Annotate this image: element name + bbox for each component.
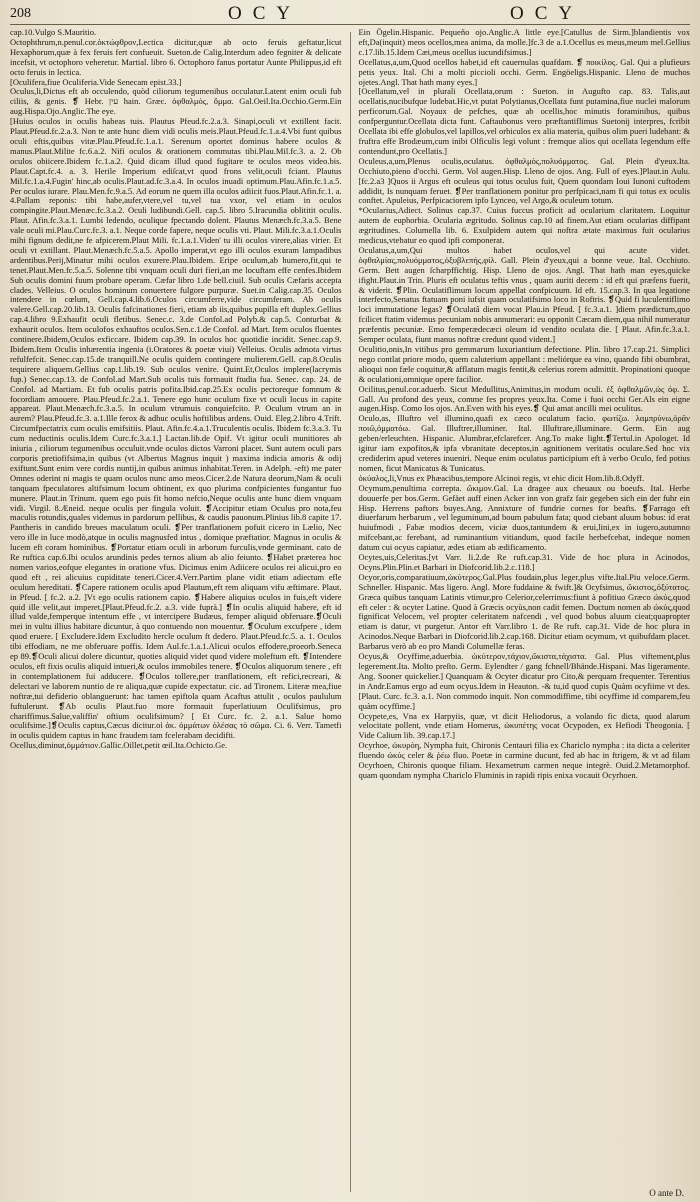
dictionary-entry: Oculo,as, Illuftro vel illumino,quafi ex cæco oculatum facio. φωτίζω. λαμπρύνω,ὁρᾶν ποιῶ,ὀμματόω. Gal. Illuftrer,illuminer. Ital. Illuftrare,illuminare. Germ. Ein aug geben/erleuchten. Hispanic. Alumbrar,efclarefcer. Ang.To make light.❡Tertul.in Apologet. Id igitur iam expofitos,& ipfa vbranitate deceptos,in agnitionem veritatis oculare.Sed hoc vix crediderim apud veteres inueniri. Neque enim oculatus participium eft à verbo Oculo, fed potius nomen, ficut Manicatus & Tunicatus. xyxy=(358,413,690,473)
running-headword-right: OCY xyxy=(510,3,584,24)
dictionary-entry: Ocyrhoe, ὠκυρόη, Nympha fuit, Chironis Centauri filia ex Chariclo nympha : ita dicta a celeriter fluendo ὠκύς celer & ῥέω fluo. Poetæ in carmine ducunt, fed ab hac in ftrigem, & vt ad filam Ocyrhoen, Chironis quoque filiam. Hexametrum carmen neque integrè. Ouid.2.Metamorphof. quam quondam nympha Chariclo Fluminis in rapidi ripis enixa vocauit Ocyrhoen. xyxy=(358,740,690,780)
dictionary-entry: Ocyor,oris,comparatiuum,ὠκύτερος.Gal.Plus foudain,plus leger,plus vifte.Ital.Piu veloce.Germ. Schneller. Hispanic. Mas ligero. Angl. More fuddaine & fwift.]& Ocyfsimus, ὤκιστος,ὀξύτατος. Græca quibus tanquam Latinis vtimur,pro Celerior,celerrimus:fiunt à pofitiuo Græco ὠκύς,quod eft celer : & ocyter Latine. Quod à Græcis ocyùs,non cadit femen. Ductum nomen ab ὠκύς,quod fignificat Velocem, vel propter celeritatem nafcendi , vel quod bobus aluum cieat;quapropter etiam is datur, vt purgetur. Antor eft Varr.libro 1. de Re ruft. cap.31. Vide de hoc plura in Acinodos.Neque Barbari in Diofcorid.lib.2.cap.168. Dicitur etiam ocymum, vt quibufdam placet. Barbarus verò ab eo pro Mandi Columellæ feras. xyxy=(358,571,690,652)
dictionary-entry: Oculatus,a,um,Qui multos habet oculos,vel qui acute videt. ὀφθαλμίας,πολυόμματος,ὀξυβλεπής,φίλ. Gall. Plein d'yeux,qui a bonne veue. Ital. Occhiuto. Germ. Bett augen ſcharpffichtig. Hisp. Lleno de ojos. Angl. That hath man eyes,quicke ifight.Plaut.in Trin. Pluris eft oculatus teftis vnus , quam auriti decem : id eft qui præfens fuerit, & viderit. ❡Plin. Oculatiflimum locum appellat confpicuum. Id eft. 15.cap.3. In qua legatione interfecto,Senatus ftatuam poni iufsit quam oculatifsimo loco in Roftris. ❡Quid fi luculentiflimo loci immutatione legas? ❡Oculatâ diem vocat Plau.in Pfeud. [ fc.3.a.1. ]diem prædictum,quo fcilicet ftatim videmus pecuniam nobis annumerari: eu opponit Cæcam diem,qua nihil numeratur præfentis pecuniæ. Emo femperædecæci oleum id vendito oculata die. [ Plaut. Afin.fc.3.a.1. Semper oculata, fiunt manus noftræ credunt quod vident.] xyxy=(358,244,690,345)
dictionary-entry: Oculitio,onis,In vitibus pro gemmarum luxuriantium defectione. Plin. libro 17.cap.21. Simplici nego contlat priore modo, quem caluterium appellant : meliórque ea vino, quando fibi obumbrat, alioqui non fæle coquitur,& afflatum magis fentit,& celerius rorem admittit. Propinationi quoque & oculationi,omnique opere facilior. xyxy=(358,344,690,384)
dictionary-entry: Ocypete,es, Vna ex Harpyiis, quæ, vt dicit Heliodorus, a volando fic dicta, quod alarum velocitate pollent, vnde etiam Homerus, ὠκυπέτης vocat Ocypoden, ex Hefiodi Theogonia. [ Vide Calium lib. 39.cap.17.] xyxy=(358,710,690,741)
dictionary-entry: Oculeus,a,um,Plenus oculis,oculatus. ὀφθαλμὸς,πολυόμματος. Gal. Plein d'yeux.Ita. Occhiuto,pieno d'occhi. Germ. Vol augen.Hisp. Lleno de ojos. Ang. Full of eyes.]Plaut.in Aulu.[fc.2.a3 ]Quos ii Argus eft oculeus qui totus oculus fuit, Quem quondam Ioui Iunoni cuftodem addidit, Is nunquam feruet. ❡Per tranflationem ponitur pro perfpicaci,nam fi qui totus ex oculis conftet. Apuleius, Perfpicaciorem ipfo Lynceo, vel Argo,& oculeum totum. xyxy=(358,155,690,206)
running-headword-left: OCY xyxy=(228,3,302,24)
dictionary-entry: [Oculifera,fiue Oculiferia.Vide Senecam epist.33.] xyxy=(10,76,182,87)
columns xyxy=(10,28,690,1198)
column-divider xyxy=(350,32,351,1192)
dictionary-entry: cap.10.Vulgo S.Mauritio. xyxy=(10,28,97,37)
left-column xyxy=(10,28,342,1198)
dictionary-entry: [Huius oculos in oculis habeas tuis. Plautus Pfeud.fc.2.a.3. Sinapi,oculi vt extillent facit. Plaut.Pfeud.fc.2.a.3. Non te ante hunc diem vidi oculis meis.Plaut.Pfeud.fc.1.a.4.Vbi funt quibus oculi eftis,quibus vitæ.Plau.Pfeud.fc.1.a.1. Serenum oportet dominus habere oculos & manus.Plaut.Milite fc.6.a.2. Nifi oculos & orationem commutas tibi.Plau.Mil.fc.3. a. 2. Ob oculos obiicere.Ibidem fc.1.a.2. Quid dicam illud quod fugitare te oculos meos video.bis. Plaut.Capt.fc.4. a. 3. Herile Imperium ediſcat,vt quod frons velit,oculi fciant. Plautus Mil.fc.1.a.4.Fugin' hinc,ab oculis.Plaut.ad.fc.3.a.4. In oculos inuadi optimum.Plau.Afin.fc.1.a.5. Per oculos iurare. Plau.Men.fc.9.a.5. Ad eorum ne quem illa oculos adiicit fuos.Plaut.Afin.fc.1. a. 4.Pallam reponis: tibi habe,aufer,vtere,vel tu,vel tua vxor, vel etiam in oculos compingite.Plaut.Menæc.fc.3.a.2. Oculi ludibundi.Gell. cap.5. libro 5.Iracundia oblititit oculis. Plaut. Afin.fc.3.a.1. Lumbi ledendo, oculique fpectando dolent. Plautus Menæch.fc.3.a.5. Bene vale oculi mi.Plau.Curc.fc.3. a.1. Neque corde fapere, neque oculis vti. Plaut. Mili.fc.3.a.1.Oculis mihi fignum dedit,ne fe afpicerem.Plaut Mili. fc.1.a.1.Viden' tu illi oculos virere,alias virier. Et oculi vt extillant. Plaut.Menæch.fc.5.a.5. Apollo imperat,vt ego illi oculos exuram lampadibus ardentibus.Perij,Minatur mihi oculos exurere.Plau.Ibidem. Eripe oculum,ab humero,fit,qui te tenet.Plaut.Men.fc.5.a.5. Solenne tibi vnquam oculi duri fieri,an me locuftam effe cenfes.Ibidem Sub oculis domini fuum probare operam. Cæfar libro 1.de bell.ciuil. Sub oculis Cæfaris accepta clades. Velleius. O oculos hominum conuertere fulgore purpuræ. Suet.in Calig.cap.35. Oculos intendere in cœlum, Gell.cap.4.lib.6.Oculos circumferre,vide circumferam. Ab oculis valere.Gell.cap.20.lib.13. Oculis fafcinationes fieri, etiam ab iis,quibus pupilla eft duplex.Gellius cap.4.libro 9.Exhaufit oculi fletibus. Senec.c. 3.de Confol.ad Polyb.& cap.5. Conturbat & exhaurit oculos. Item oculofos exhauftos oculos.Sen.c.1.de Confol. ad Mart. Item oculos fluentes continere.Ibidem,Oculos exficcare. Ibidem cap.39. In oculos hoc quotidie incidit. Senec.cap.9. Ibidem.Item Oculis inhærentia ingenia (i.Oratores & poetæ viui) Velleius. Oculis admota virtus refulfefcit. Senec.cap.15.de tranquill.Ne oculis quidem contingere mulierem.Gell. cap.8.Oculis tequirere aliquem.Gellius cap.1.lib.19. Sub oculos venire. Quint.Et,Oculos implere(lacrymis fup.) Senec.cap.13. de Confol.ad Mart.Sub oculis tuis formauit ftudia fua. Senec. cap. 24. de Confol. ad Martiam. Et fub oculis patris pofita.Ibid.cap.25.Ex oculis pectoreque fomnum & focordiam amouere. Plau.Pfeud.fc.2.a.1. Tenere ego hunc oculum fixe vt oculi locus in capite appareat. Plaut.Menæch.fc.3.a.5. In oculum vtrumuis conquiefcito. P. Oculum vtrum an in aurem? Plau.Pfeud.fc.3. a.1.Ille ferox & adhuc oculis hoftilibus ardens. Ouid. Eleg.2.libro 4.Trift. Circumfpectatrix cum oculis emifsitiis. Plaut. Afin.fc.4.a.1.Truculentis oculis. Ibidem fc.3.a.3. Tu cum neductinis oculis.Idem Curc.fc.3.a.1.] Lactan.lib.de Opif. Vt igitur oculi munitiores ab iniuria , ciliorum tegumenibus occuluit.vnde oculos dictos Varroni placet. Sunt autem oculi pars corporis pretiofifsima,in quibus (vt Albertus Magnus inquit ) maxima indicia amoris & odij exiftunt.Sunt enim vere cordis nuntij,in quibus animus inhabitat.Teren. in Adelph. -eft) me pater Omnes oderint ni magis te quam oculos nunc amo meos.Cicer.2.de Natura deorum,Nam & oculi tanquam fpeculatores altifsimum locum obtinent, ex quo plurima confpicientes fungantur fuo munere. Plaut.in Trinum. quem ego puis fit homo nefcio,Neque oculis ante hunc diem vnquam vidi. Virgil. 8.Æneid. neque oculis per fingula voluit. ❡Accipitur etiam Oculus pro nota,feu maculis rotundis,quales videmus in pardorum pellibus, & caudis pauonum.Plinius lib.8 capite 17. Pantheris in candido breues maculatum oculi. ❡Per tranflationem pofuit cicero in Lælio, Nec vero ille in luce modò,atque in oculis magnusfed intus , domique præftatior. Magnus in oculis & lucem eft coram hominibus. ❡Portatur etiam oculi in arborum furculis,vnde germinant. cato de Re ruftica cap.6.Ibi oculos arundinis pedes ternos alium ab alio feiunto. ❡Habet præterea hoc nomen varios,eofque elegantes in oratione vfus. Dicimus enim Adiicere oculos rei alicui,pro eo quod eft , rei alicuius cupiditate teneri.Cicer.4.Verr.Partim plane vidit etiam adiectum efle oculum hereditati. ❡Capere rationem oculis apud Plautum,eft rem aliquam vifu æftimare. Plaut. in Pfeud. [ fc.2. a.2. ]Vt ego oculis rationem capio. ❡Habere aliquius oculos in fuis,eft videre quid ille velit,aut imperet.[Plaut.Pfeud.fc.2. a.3. vide fuprà.] ❡In oculis aliquid habere, eft id illud valde,femperque intentum effe , vt intercipere Budæus, femper aliquid obferuare.❡Oculi mei in vultu illius habitare dicuntur, à quo contuendo non mouentur. ❡Oculum excufpere , idem quod eruere. [ Excludere.Idem Excludito hercle oculum ft dedero. Plaut.Pfeud.fc.5. a. 1. Oculos tibi effodiam, ne me obferuare poffis. Idem Aul.fc.1.a.1.Alicui oculos effodere,proeorb.Seneca ep 89.❡Oculi alicui dolere dicuntur, quoties aliquid videt quod videre moleftum eft. ❡Intendere oculos, eft fixis oculis aliquid intueri,& oculos immobiles tenere. ❡Oculos aliquorum tenere , eft in contemplationem fui adducere. ❡Oculos tollere,per tranflationem, eft refici,recreari, & delectari ve laborem nuntio de re aliqua,quæ cupide expectatur. cic. ad Tironem. Literæ mea,fiue noftræ,tui defiderio oblanguerunt: hac tamen epiftola quam Acaftus attulit , oculos paululum fuftulerunt. ❡Ab oculis Plaut.fuo more formauit fuperlatiuum Oculifsimus, pro chariffimus.Salue,valiffin' oftium oculifsimum? [ Et Curc. fc. 2. a.1. Salue homo oculifsime.]❡Oculis captus,Cæcus dicitur.οἱ ἀκ. ὀμμάτων ὀλέσας τὸ σῶμα. Ci. 6. Verr. Tametfi in oculis quidem captus in hanc fraudem tam fcelerabam decidifti. xyxy=(10,116,342,741)
dictionary-entry: Ocellus,diminut,ὀμμάτιον.Gallic.Oillet,petit œil.Ita.Ochicto.Ge. xyxy=(10,740,228,751)
dictionary-entry: Ocilitus,penul.cor.aduerb. Sicut Medullitus,Animitus,in modum oculi. ἐξ ὀφθαλμῶν,ὡς ὀφ. Σ. Gall. Au profond des yeux, comme fes propres yeux.Ita. Come i fuoi occhi Ger.Als ein eigne augen.Hisp. Como los ojos. An.Even with his eyes.❡ Qui amat ancilli mei oculitus. xyxy=(358,383,690,414)
dictionary-entry: [Ocellatum,vel in plurali Ocellata,orum : Sueton. in Augufto cap. 83. Talis,aut ocellatis,nucibufque ludebat.Hic,vt putat Polytianus,Ocellata funt putamina,fiue nuclei malorum perficorum.Gal. Noyaux de pefches, quæ ab ocellis,hoc minutis foraminibus, quibus confperguntur.Ocellata dicta funt. Caftaubonus vero præftantiflimus Suetonij interpres, fcribit Ocellata ibi effe globulos,vel lapillos,vel orbiculos ex alia materia, quibus olim pueri ludebant: & fruftra effe Brodæum,cum inibi Olficulis legi volunt : fremque alios qui ocellata legendum effe contendunt,pro Ocellatis.] xyxy=(358,86,690,156)
catchword: O ante D. xyxy=(649,1188,684,1198)
page-number: 208 xyxy=(10,6,31,21)
dictionary-entry: *Ocularius,Adiect. Solinus cap.37. Cuius fuccus proficit ad ocularium claritatem. Loquitur autem de euphorbia. Ocularia ægritudo. Solinus cap.10 ad finem.Aut etiam ocularias diffipant ægritudines. Columella lib. 6. Exulpidem autem qui noftra ætate maximus fuit ocularius medicus,vtebatur eo quod ipfi componerat. xyxy=(358,205,690,246)
dictionary-entry: Ocymum,penultima correpta. ὤκιμον.Gal. La dragee aux cheuaux ou boeufs. Ital. Herbe douuerfe per bos.Germ. Gefäet auff einen Acker inn von grafz fair gegeben sich ein der fuhr ein Hisp. Herrens paftors buyes.Ang. Annixture of fundrie cornes for beafts. ❡Farrago eft diuerfarum herbarum , vel leguminum,ad boum pabulum fata; quod ciebant aluum bobus: id erat huiufmodi , Fabæ modios decem, viciæ duos,tantundem & erui,lini,ex in iugero,autumno mifcebant,ac ferebant, ad ruminantium vitiandum, quod facile herbefcebat, indeque nomen datum cui ocyus capiatur, ædes etiam ab ædificamento. xyxy=(358,482,690,553)
right-column xyxy=(358,28,690,1198)
dictionary-entry: Octophthrum,n.penul.cor.ὀκτώφθρον,Lectica dicitur,quæ ab octo feruis geftatur,licut Hexaphorum,quæ à fex feruis fert confueuit. Sueton.de Calig.Interdum adeo fegniter & delicate incefsit, vt octophoro veheretur. Martial. libro 6. Octophoro fanus portatur Aunte Philippus,id eft octo feruis in lectica. xyxy=(10,36,342,77)
dictionary-entry: Ocellatus,a,um,Quod ocellos habet,id eft cauernulas quafdam. ❡ ποικίλος. Gal. Qui a plufieurs petis yeux. Ital. Chi a molti piccioli occhi. Germ. Engöeligs.Hispanic. Lleno de muchos ojetes.Angl. That hath many eyes.] xyxy=(358,56,690,87)
dictionary-entry: Ocytes,uis,Celeritas.[vt Varr. li.2.de Re ruft.cap.31. Vide de hoc plura in Acinodos, Ocyns.Plin.Plin.et Barbari in Diofcorid.lib.2.c.118.] xyxy=(358,552,690,572)
dictionary-entry: Ocyus,& Ocyffime,aduerbia. ὠκύτερον,τάχιον,ὤκιστα,τάχιστα. Gal. Plus viftement,plus legerement.Ita. Molto preſto. Germ. Eylendter / gang fchnell/Bhände.Hispani. Mas ligeramente. Ang. Sooner quickelier.] Quanquam & Ocyter dicatur pro Cito,& perquam frequenter. Terentius in Andr.Eamus ergo ad eum ocyus.Idem in Heauton. -& tu,id quod cupis Quàm ocyfiime vt des. [Plaut. Curc. fc.3. a.1. Non commodo inquit. Non commodiffime, tibi ocyffime id comparem,feu quàm ocyffime.] xyxy=(358,651,690,711)
dictionary-entry: ὀκύαλος,li,Vnus ex Phæacibus,tempore Alcinoi regis, vt ehic dicit Hom.lib.8.Odyff. xyxy=(358,472,645,483)
page-header xyxy=(10,4,690,25)
dictionary-entry: Oculus,li,Dictus eft ab occulendo, quòd ciliorum tegumenibus occulatur.Latent enim oculi fub ciliis, & genis. ❡ Hebr. עין hain. Græc. ὀφθαλμός, ὄμμα. Gal.Oeil.Ita.Occhio.Germ.Ein aug.Hispa.Ojo.Anglic.The eye. xyxy=(10,86,342,117)
dictionary-entry: Ein Ögelin.Hispanic. Pequeño ojo.Anglic.A little eye.[Catullus de Sirm.]blandientis vox eft,Da(inquit) meos ocellos,mea anima, da molle.]fc.3 de a.1.Ocellus es meus,meum mel.Gellius c.17.lib.15.Idem Cæi,meus ocellus iucundifsimus.] xyxy=(358,28,690,57)
